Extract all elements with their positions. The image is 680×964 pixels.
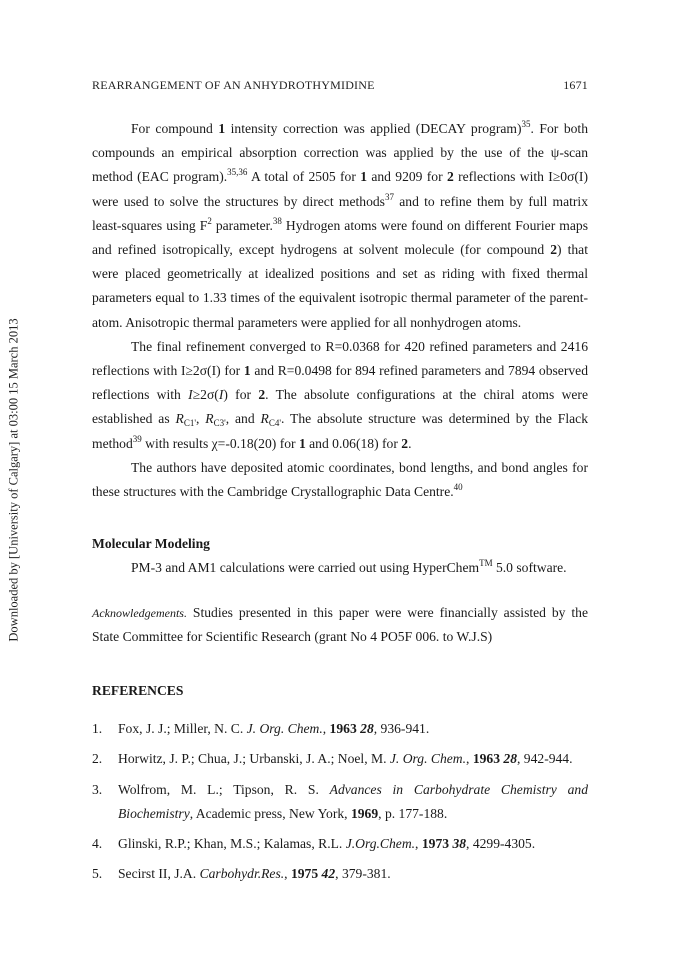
section-heading-molecular-modeling: Molecular Modeling [92,536,210,552]
reference-item: 4. Glinski, R.P.; Khan, M.S.; Kalamas, R.L. J.Org.Chem., 1973 38, 4299-4305. [92,836,536,852]
download-note: Downloaded by [University of Calgary] at 03:00 15 March 2013 [6,318,21,642]
acknowledgements: Acknowledgements. Studies presented in this paper were were financially assisted by the State Committee for Scientific Research (grant No 4 PO5F 006. to W.J.S) [92,604,588,644]
paragraph-intensity-correction: For compound 1 intensity correction was applied (DECAY program)$^{35}$. For both compounds an empirical absorption correction was applied by the use of the ψ-scan method (EAC program).$^{35,36}$ A total of 2505 for 1 and 9209 for 2 reflections with I≥0σ(I) were used to solve the structures by direct methods$^{37}$ and to refine them by full matrix least-squares using $F^2$ parameter.$^{38}$ Hydrogen atoms were found on different Fourier maps and refined isotropically, except hydrogens at solvent molecule (for compound 2) that were placed geometrically at idealized positions and set as riding with fixed thermal parameters equal to 1.33 times of the equivalent isotropic thermal parameter of the parent-atom. Anisotropic thermal parameters were applied for all nonhydrogen atoms. [92,119,589,330]
acknowledgements-label: Acknowledgements. [92,605,187,620]
reference-list [92,717,588,886]
reference-item: 2. Horwitz, J. P.; Chua, J.; Urbanski, J. A.; Noel, M. J. Org. Chem., 1963 28, 942-944. [92,751,573,767]
article-body [92,117,588,892]
running-header [92,78,588,93]
download-watermark [5,300,23,660]
section-heading-references: REFERENCES [92,683,184,699]
paragraph-modeling: PM-3 and AM1 calculations were carried out using HyperChem™ 5.0 software. [131,558,567,576]
reference-item: 5. Secirst II, J.A. Carbohydr.Res., 1975 42, 379-381. [92,866,391,882]
paragraph-deposition: The authors have deposited atomic coordinates, bond lengths, and bond angles for these structures with the Cambridge Crystallographic Data Centre.$^{40}$ [92,459,588,500]
running-title: REARRANGEMENT OF AN ANHYDROTHYMIDINE [92,78,375,92]
paragraph-refinement: The final refinement converged to R=0.0368 for 420 refined parameters and 2416 reflections with I≥2σ(I) for 1 and R=0.0498 for 894 refined parameters and 7894 observed reflections with I≥2σ(I) for 2. The absolute configurations at the chiral atoms were established as $R_{C1'}$, $R_{C3'}$, and $R_{C4'}$. The absolute structure was determined by the Flack method$^{39}$ with results χ=-0.18(20) for 1 and 0.06(18) for 2. [92,338,588,451]
page-number: 1671 [563,78,588,92]
reference-item: 1. Fox, J. J.; Miller, N. C. J. Org. Chem., 1963 28, 936-941. [92,721,430,737]
reference-item: 3. Wolfrom, M. L.; Tipson, R. S. Advances in Carbohydrate Chemistry and Biochemistry, Academic press, New York, 1969, p. 177-188. [92,781,588,821]
